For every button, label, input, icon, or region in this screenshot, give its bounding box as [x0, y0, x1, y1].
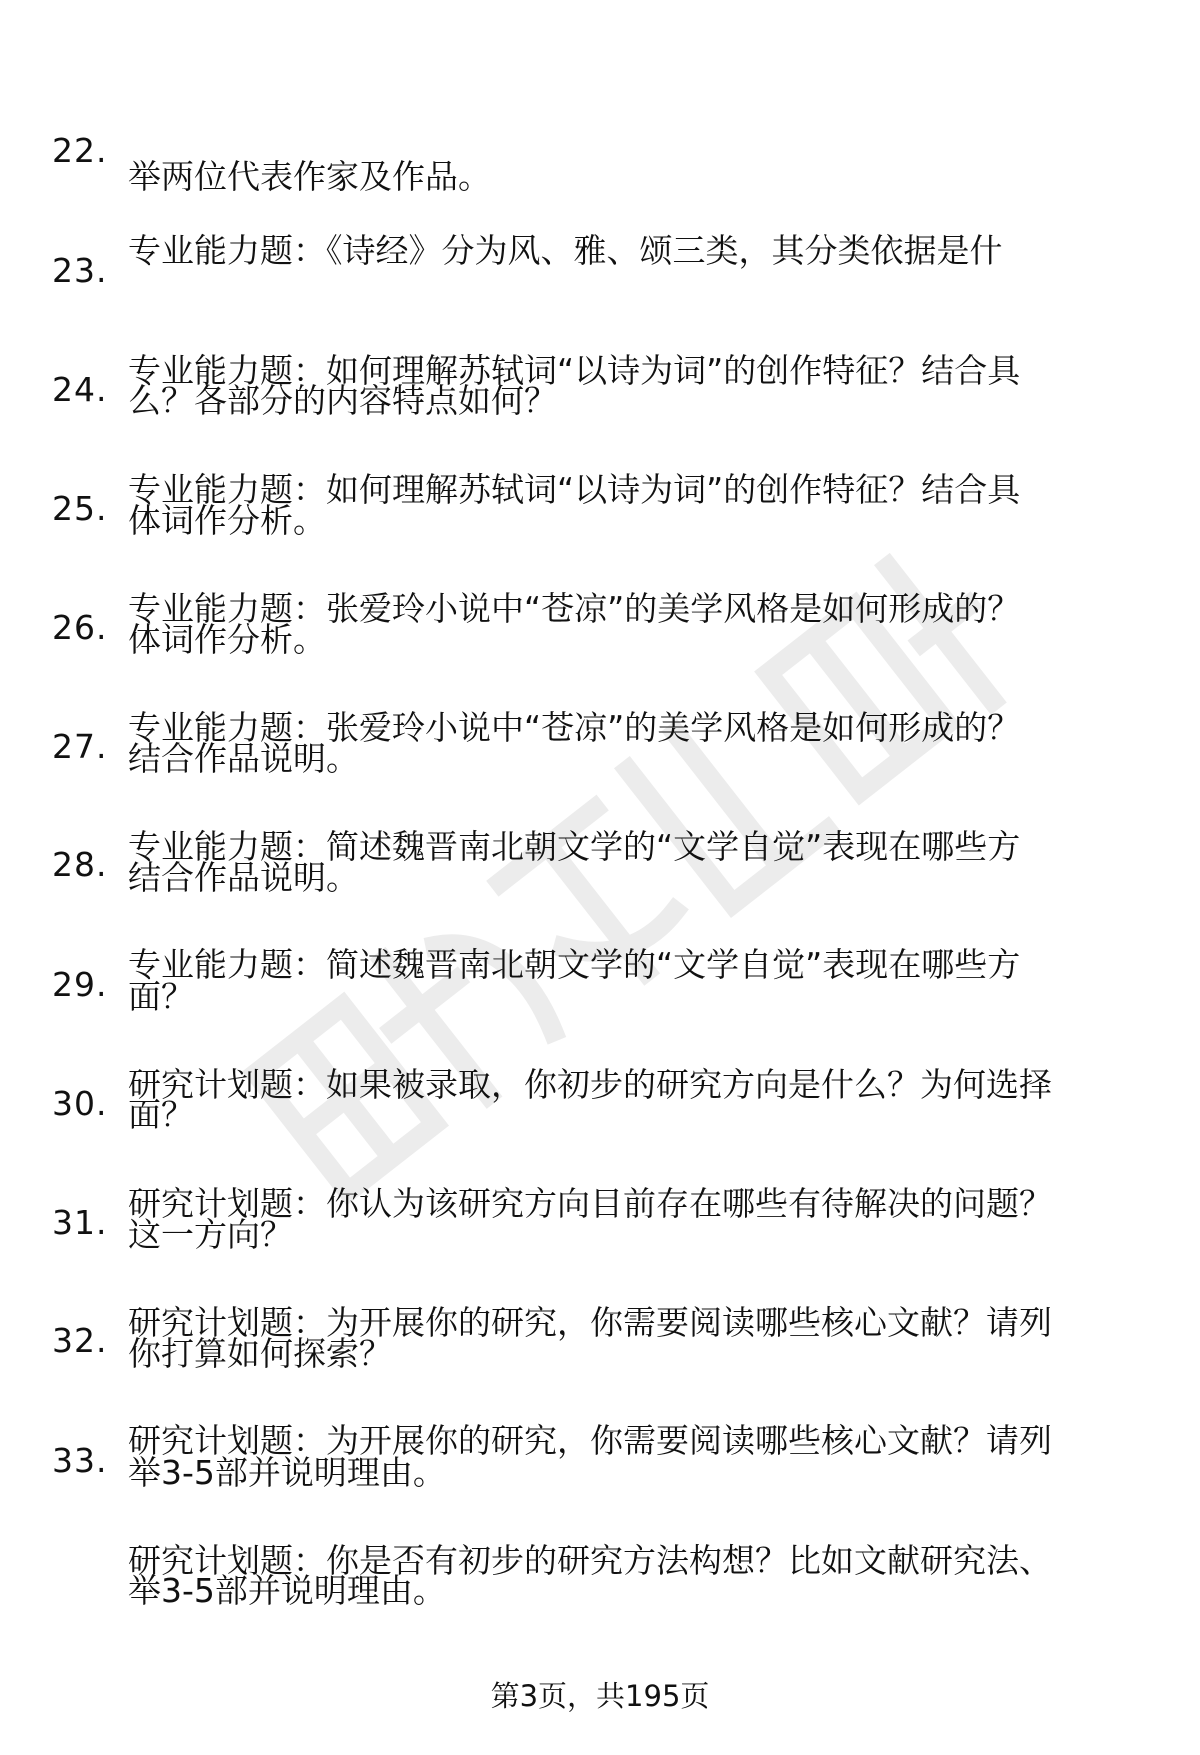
item-number: 33.: [52, 1441, 108, 1480]
item-number: 27.: [52, 727, 108, 766]
item-line: 专业能力题：简述魏晋南北朝文学的“文学自觉”表现在哪些方: [128, 945, 1021, 984]
item-number: 30.: [52, 1084, 108, 1123]
item-line: 专业能力题：张爱玲小说中“苍凉”的美学风格是如何形成的？: [128, 708, 1021, 747]
item-line: 面？: [128, 977, 194, 1016]
item-line: 面？: [128, 1095, 194, 1134]
item-number: 32.: [52, 1321, 108, 1360]
item-number: 29.: [52, 965, 108, 1004]
item-line: 体词作分析。: [128, 620, 326, 659]
item-line: 研究计划题：你是否有初步的研究方法构想？比如文献研究法、: [128, 1541, 1052, 1580]
item-number: 28.: [52, 845, 108, 884]
item-line: 体词作分析。: [128, 501, 326, 540]
item-line: 举3-5部并说明理由。: [128, 1571, 446, 1610]
item-number: 22.: [52, 131, 108, 170]
item-line: 你打算如何探索？: [128, 1334, 392, 1373]
item-line: 研究计划题：为开展你的研究，你需要阅读哪些核心文献？请列: [128, 1303, 1052, 1342]
item-number: 26.: [52, 608, 108, 647]
item-line: 专业能力题：如何理解苏轼词“以诗为词”的创作特征？结合具: [128, 351, 1021, 390]
item-line: 举两位代表作家及作品。: [128, 157, 491, 196]
item-line: 结合作品说明。: [128, 739, 359, 778]
item-number: 24.: [52, 370, 108, 409]
item-line: 研究计划题：为开展你的研究，你需要阅读哪些核心文献？请列: [128, 1421, 1052, 1460]
item-line: 专业能力题：如何理解苏轼词“以诗为词”的创作特征？结合具: [128, 470, 1021, 509]
item-text: [128, 1436, 1148, 1686]
item-line: 专业能力题：简述魏晋南北朝文学的“文学自觉”表现在哪些方: [128, 827, 1021, 866]
item-line: 这一方向？: [128, 1215, 293, 1254]
item-line: 研究计划题：如果被录取，你初步的研究方向是什么？为何选择: [128, 1065, 1052, 1104]
item-line: 专业能力题：《诗经》分为风、雅、颂三类，其分类依据是什: [128, 231, 1003, 270]
item-line: 专业能力题：张爱玲小说中“苍凉”的美学风格是如何形成的？: [128, 589, 1021, 628]
item-number: 23.: [52, 251, 108, 290]
item-line: 举3-5部并说明理由。: [128, 1453, 446, 1492]
item-line: 研究计划题：你认为该研究方向目前存在哪些有待解决的问题？: [128, 1184, 1052, 1223]
item-line: 结合作品说明。: [128, 858, 359, 897]
item-line: 么？各部分的内容特点如何？: [128, 381, 557, 420]
item-number: 31.: [52, 1203, 108, 1242]
item-number: 25.: [52, 489, 108, 528]
page-indicator: 第3页，共195页: [490, 1679, 710, 1713]
